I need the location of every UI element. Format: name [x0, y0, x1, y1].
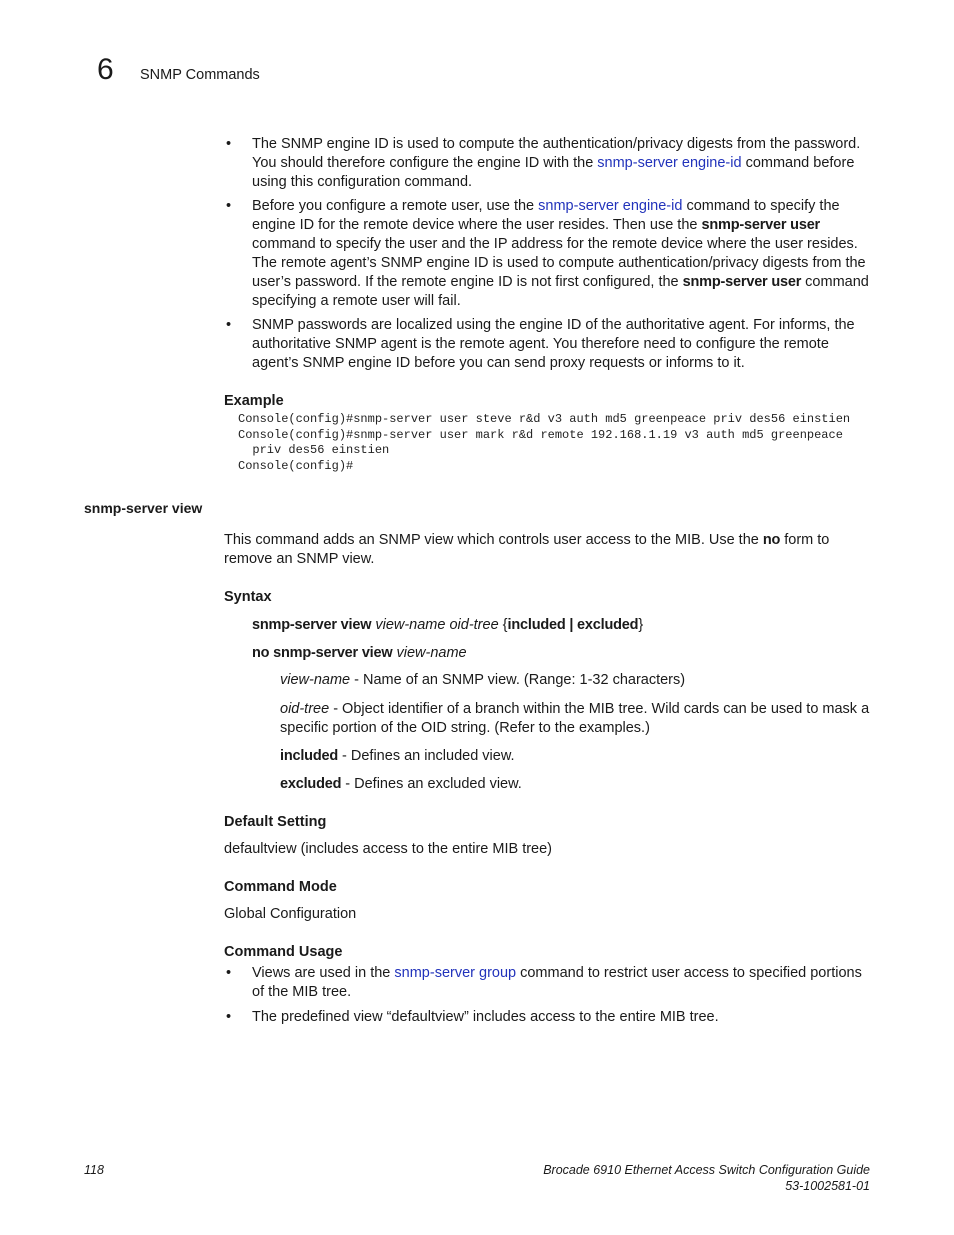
usage-item-defaultview: The predefined view “defaultview” includes access to the entire MIB tree.: [252, 1009, 719, 1025]
text: This command adds an SNMP view which controls user access to the MIB. Use the: [224, 532, 763, 548]
param-oid-tree: [280, 700, 880, 738]
syntax-line-2: [252, 644, 467, 663]
page-number: 118: [84, 1163, 104, 1177]
arguments: view-name oid-tree: [371, 617, 503, 633]
param-name: excluded: [280, 776, 342, 792]
keyword: snmp-server view: [252, 617, 372, 633]
param-desc: - Name of an SNMP view. (Range: 1-32 characters): [350, 672, 686, 688]
example-heading: Example: [224, 393, 284, 409]
param-desc: - Defines an included view.: [338, 748, 515, 764]
keyword: included: [507, 617, 566, 633]
bullet-marker: •: [226, 136, 232, 152]
param-view-name: [280, 671, 880, 690]
command-usage-heading: Command Usage: [224, 944, 343, 960]
param-desc: - Defines an excluded view.: [341, 776, 522, 792]
brace: }: [638, 617, 644, 633]
default-setting-text: defaultview (includes access to the entire MIB tree): [224, 841, 553, 857]
param-name: included: [280, 748, 339, 764]
command-mode-text: Global Configuration: [224, 906, 357, 922]
param-name: oid-tree: [280, 701, 330, 717]
text: command specifying a remote user will fail.: [252, 274, 869, 309]
guide-title: Brocade 6910 Ethernet Access Switch Configuration Guide: [543, 1163, 870, 1177]
text: command to specify the engine ID for the remote device where the user resides. Then use the: [252, 198, 840, 233]
link-snmp-server-group[interactable]: snmp-server group: [394, 965, 517, 981]
keyword: snmp-server user: [701, 217, 820, 233]
brace: {: [502, 617, 508, 633]
param-desc: - Object identifier of a branch within the MIB tree. Wild cards can be used to mask a specific portion of the OID string. (Refer to the examples.): [280, 701, 870, 736]
param-excluded: [280, 775, 880, 794]
bullet-marker: •: [226, 317, 232, 333]
keyword: snmp-server user: [682, 274, 802, 290]
param-name: view-name: [280, 672, 351, 688]
separator: |: [565, 617, 578, 633]
bullet-passwords-localized: SNMP passwords are localized using the engine ID of the authoritative agent. For informs, the authoritative SNMP agent is the remote agent. You therefore need to configure the remote agent’s SNMP engine ID before you can send proxy requests or informs to it.: [252, 317, 855, 371]
arguments: view-name: [392, 645, 467, 661]
syntax-heading: Syntax: [224, 589, 272, 605]
text: command before using this configuration command.: [252, 155, 855, 190]
param-included: [280, 747, 880, 766]
syntax-line-1: [252, 616, 643, 635]
usage-item-views: [252, 964, 872, 1002]
command-mode-heading: Command Mode: [224, 879, 337, 895]
default-setting-heading: Default Setting: [224, 814, 327, 830]
text: The SNMP engine ID is used to compute the authentication/privacy digests from the password. You should therefore configure the engine ID with the: [252, 136, 861, 171]
link-snmp-server-engine-id[interactable]: snmp-server engine-id: [538, 198, 683, 214]
keyword: no: [762, 532, 781, 548]
bullet-remote-user: [252, 197, 872, 311]
link-snmp-server-engine-id[interactable]: snmp-server engine-id: [597, 155, 742, 171]
bullet-marker: •: [226, 1009, 232, 1025]
text: Views are used in the: [252, 965, 395, 981]
section-description: [224, 531, 854, 569]
keyword: no snmp-server view: [252, 645, 393, 661]
text: command to restrict user access to specified portions of the MIB tree.: [252, 965, 862, 1000]
chapter-title: SNMP Commands: [140, 67, 260, 83]
bullet-marker: •: [226, 965, 232, 981]
keyword: excluded: [577, 617, 639, 633]
chapter-number: 6: [97, 53, 114, 86]
text: Before you configure a remote user, use the: [252, 198, 539, 214]
text: command to specify the user and the IP address for the remote device where the user resides. The remote agent’s SNMP engine ID is used to compute authentication/privacy digests from the user’s password. If the remote engine ID is not first configured, the: [252, 236, 866, 290]
text: form to remove an SNMP view.: [224, 532, 830, 567]
bullet-marker: •: [226, 198, 232, 214]
doc-number: 53-1002581-01: [785, 1179, 870, 1193]
section-title: snmp-server view: [84, 500, 203, 516]
bullet-engine-id: [252, 135, 872, 192]
example-code: Console(config)#snmp-server user steve r&d v3 auth md5 greenpeace priv des56 einstien Console(config)#snmp-server user mark r&d remote 192.168.1.19 v3 auth md5 greenpeace priv des56 einstien Console(config)#: [238, 412, 851, 474]
